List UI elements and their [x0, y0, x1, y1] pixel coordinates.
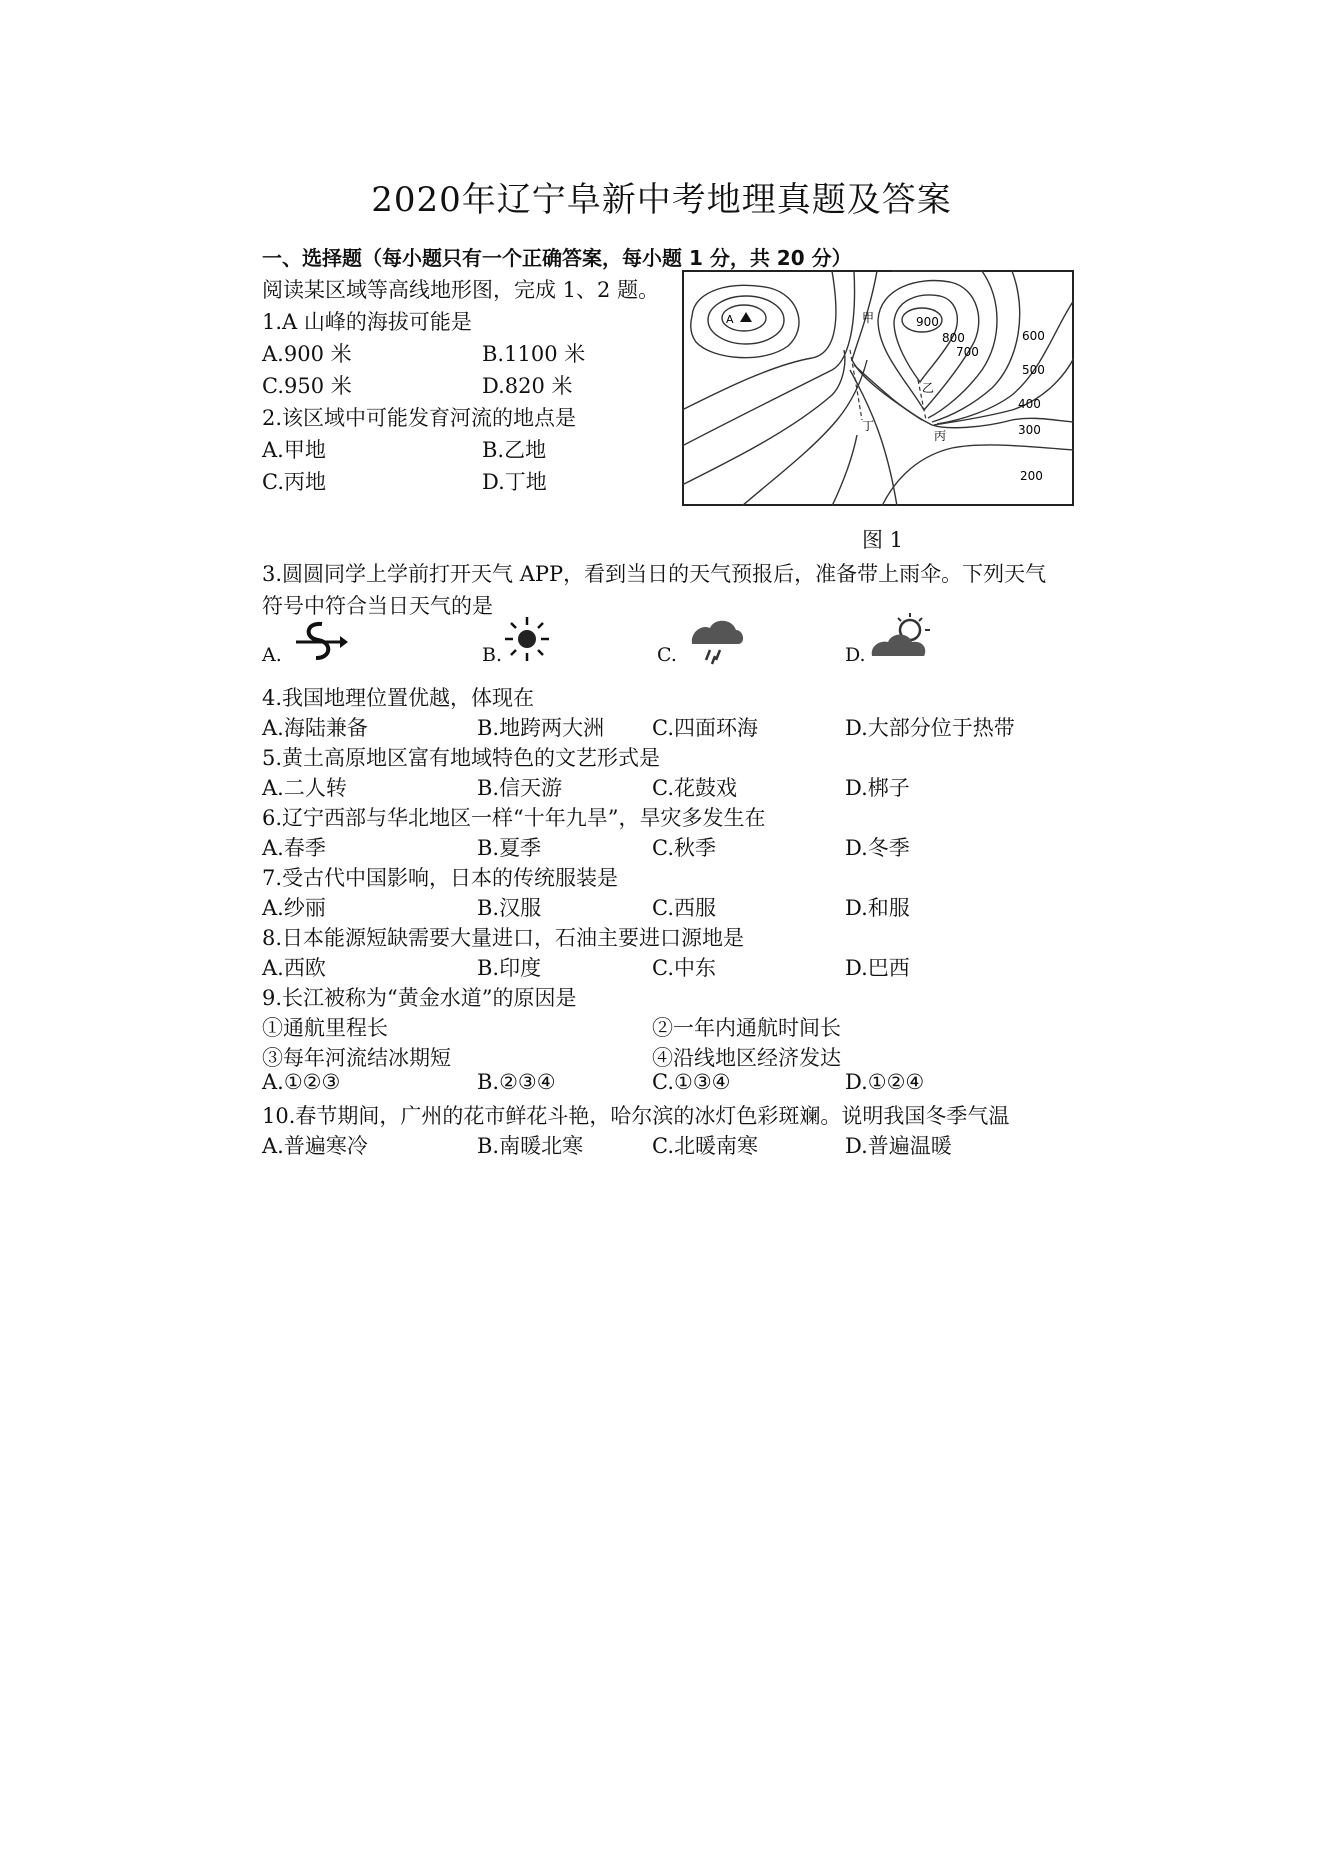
question-9-item-2: ②一年内通航时间长 [652, 1016, 841, 1040]
contour-label-800: 800 [942, 331, 965, 345]
question-6-option-c: C.秋季 [652, 836, 716, 860]
question-2-option-d: D.丁地 [482, 470, 547, 494]
question-4-option-a: A.海陆兼备 [262, 716, 368, 740]
question-10-option-a: A.普遍寒冷 [262, 1134, 368, 1158]
place-label-yi: 乙 [922, 381, 935, 395]
question-2-option-b: B.乙地 [482, 438, 547, 462]
question-6-option-d: D.冬季 [845, 836, 910, 860]
question-9-option-a: A.①②③ [262, 1070, 341, 1094]
intro-text: 阅读某区域等高线地形图，完成 1、2 题。 [262, 278, 660, 302]
contour-label-500: 500 [1022, 363, 1045, 377]
question-3-stem: 3.圆圆同学上学前打开天气 APP，看到当日的天气预报后，准备带上雨伞。下列天气 [262, 562, 1047, 586]
contour-label-400: 400 [1018, 397, 1041, 411]
contour-label-700: 700 [956, 345, 979, 359]
question-5-option-b: B.信天游 [477, 776, 563, 800]
question-8-stem: 8.日本能源短缺需要大量进口，石油主要进口源地是 [262, 926, 745, 950]
question-3-option-b: B. [482, 644, 503, 666]
question-5-option-a: A.二人转 [262, 776, 347, 800]
question-9-item-1: ①通航里程长 [262, 1016, 388, 1040]
place-label-jia: 甲 [862, 311, 875, 325]
section-heading: 一、选择题（每小题只有一个正确答案，每小题 1 分，共 20 分） [262, 246, 852, 270]
question-7-option-c: C.西服 [652, 896, 716, 920]
page-title: 2020年辽宁阜新中考地理真题及答案 [371, 180, 952, 220]
question-8-option-c: C.中东 [652, 956, 716, 980]
question-1-stem: 1.A 山峰的海拔可能是 [262, 310, 472, 334]
contour-label-300: 300 [1018, 423, 1041, 437]
contour-label-200: 200 [1020, 469, 1043, 483]
contour-label-900: 900 [916, 315, 939, 329]
question-1-option-c: C.950 米 [262, 374, 352, 398]
rain-icon [686, 614, 746, 668]
question-1-option-d: D.820 米 [482, 374, 573, 398]
question-4-stem: 4.我国地理位置优越，体现在 [262, 686, 535, 710]
question-6-option-a: A.春季 [262, 836, 326, 860]
sunny-icon [502, 614, 552, 664]
question-10-option-c: C.北暖南寒 [652, 1134, 758, 1158]
figure-caption: 图 1 [862, 528, 904, 552]
sandstorm-icon [292, 618, 348, 666]
question-4-option-d: D.大部分位于热带 [845, 716, 1015, 740]
partly-cloudy-icon [870, 612, 936, 664]
question-1-option-a: A.900 米 [262, 342, 352, 366]
peak-label: A [726, 313, 734, 326]
question-7-option-d: D.和服 [845, 896, 910, 920]
question-10-stem: 10.春节期间，广州的花市鲜花斗艳，哈尔滨的冰灯色彩斑斓。说明我国冬季气温 [262, 1104, 1010, 1128]
question-5-option-d: D.梆子 [845, 776, 910, 800]
question-9-option-b: B.②③④ [477, 1070, 556, 1094]
contour-map [682, 270, 1074, 506]
place-label-bing: 丙 [934, 429, 947, 443]
question-2-option-a: A.甲地 [262, 438, 326, 462]
question-9-option-d: D.①②④ [845, 1070, 925, 1094]
question-3-option-d: D. [845, 644, 866, 666]
question-8-option-b: B.印度 [477, 956, 542, 980]
question-9-option-c: C.①③④ [652, 1070, 731, 1094]
question-3-option-c: C. [657, 644, 677, 666]
question-5-option-c: C.花鼓戏 [652, 776, 737, 800]
question-7-option-a: A.纱丽 [262, 896, 326, 920]
question-5-stem: 5.黄土高原地区富有地域特色的文艺形式是 [262, 746, 661, 770]
question-4-option-b: B.地跨两大洲 [477, 716, 605, 740]
question-2-stem: 2.该区域中可能发育河流的地点是 [262, 406, 577, 430]
contour-label-600: 600 [1022, 329, 1045, 343]
question-3-stem-line2: 符号中符合当日天气的是 [262, 594, 493, 618]
question-7-stem: 7.受古代中国影响，日本的传统服装是 [262, 866, 619, 890]
question-1-option-b: B.1100 米 [482, 342, 586, 366]
question-4-option-c: C.四面环海 [652, 716, 758, 740]
question-9-item-4: ④沿线地区经济发达 [652, 1046, 841, 1070]
question-6-stem: 6.辽宁西部与华北地区一样“十年九旱”，旱灾多发生在 [262, 806, 766, 830]
question-8-option-a: A.西欧 [262, 956, 326, 980]
question-6-option-b: B.夏季 [477, 836, 542, 860]
question-3-option-a: A. [262, 644, 282, 666]
question-9-item-3: ③每年河流结冰期短 [262, 1046, 451, 1070]
question-9-stem: 9.长江被称为“黄金水道”的原因是 [262, 986, 577, 1010]
question-7-option-b: B.汉服 [477, 896, 542, 920]
place-label-ding: 丁 [862, 419, 875, 433]
peak-triangle-icon [740, 312, 752, 322]
question-2-option-c: C.丙地 [262, 470, 326, 494]
question-10-option-b: B.南暖北寒 [477, 1134, 584, 1158]
question-10-option-d: D.普遍温暖 [845, 1134, 952, 1158]
question-8-option-d: D.巴西 [845, 956, 910, 980]
